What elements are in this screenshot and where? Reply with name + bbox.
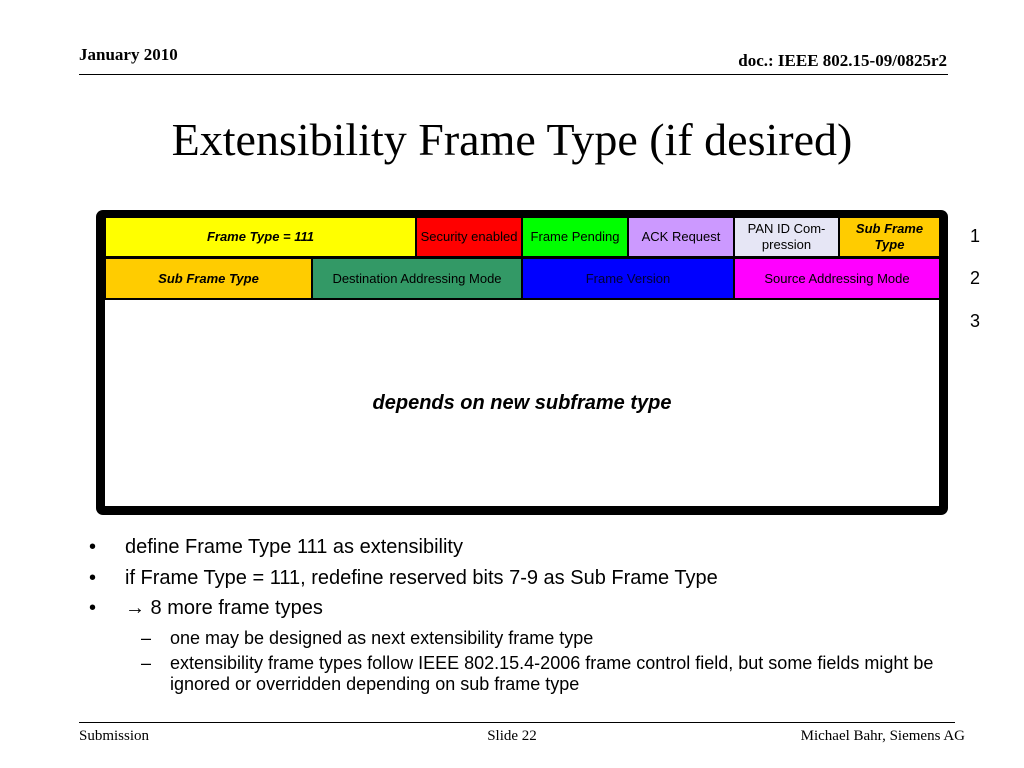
field-frame-version: Frame Version: [522, 258, 734, 299]
footer-author: Michael Bahr, Siemens AG: [800, 728, 965, 744]
sub-bullet-marker: –: [141, 652, 152, 673]
footer-divider: [79, 722, 955, 723]
row-number-2: 2: [969, 268, 980, 288]
bullet-text: define Frame Type 111 as extensibility: [125, 536, 463, 558]
field-frame-pending: Frame Pending: [522, 217, 628, 257]
field-frame-type: Frame Type = 111: [105, 217, 416, 257]
sub-bullet-text: one may be designed as next extensibility frame type: [170, 627, 594, 648]
bullet-item: [89, 563, 959, 594]
bullet-marker: •: [89, 597, 97, 619]
bullet-text: → 8 more frame types: [125, 597, 323, 619]
footer-submission: Submission: [79, 728, 150, 744]
header-doc-id: doc.: IEEE 802.15-09/0825r2: [738, 51, 947, 70]
sub-bullet-item: [89, 628, 959, 649]
footer-slide-number: Slide 22: [487, 728, 537, 744]
field-source-addressing-mode: Source Addressing Mode: [734, 258, 940, 299]
slide-title: Extensibility Frame Type (if desired): [171, 114, 853, 165]
header-date: January 2010: [79, 45, 178, 64]
bullet-list: [89, 532, 959, 695]
sub-bullet-item: [89, 653, 959, 695]
bullet-item: [89, 593, 959, 624]
field-sub-frame-type-row1: Sub Frame Type: [839, 217, 940, 257]
subframe-content-area: [105, 300, 939, 506]
header-divider: [79, 74, 948, 75]
bullet-item: [89, 532, 959, 563]
sub-bullet-text: extensibility frame types follow IEEE 802.15.4-2006 frame control field, but some fields might be ignored or overridden depending on sub frame type: [170, 652, 934, 694]
row-number-3: 3: [969, 311, 980, 331]
sub-bullet-marker: –: [141, 627, 152, 648]
bullet-marker: •: [89, 566, 97, 589]
field-ack-request: ACK Request: [628, 217, 734, 257]
bullet-marker: •: [89, 536, 97, 558]
field-security-enabled: Security enabled: [416, 217, 522, 257]
field-destination-addressing-mode: Destination Addressing Mode: [312, 258, 522, 299]
row-number-1: 1: [969, 226, 980, 246]
content-area-label: depends on new subframe type: [372, 391, 672, 414]
field-pan-id-compression: PAN ID Com-pression: [734, 217, 839, 257]
field-sub-frame-type-row2: Sub Frame Type: [105, 258, 312, 299]
bullet-text: if Frame Type = 111, redefine reserved bits 7-9 as Sub Frame Type: [125, 566, 718, 589]
